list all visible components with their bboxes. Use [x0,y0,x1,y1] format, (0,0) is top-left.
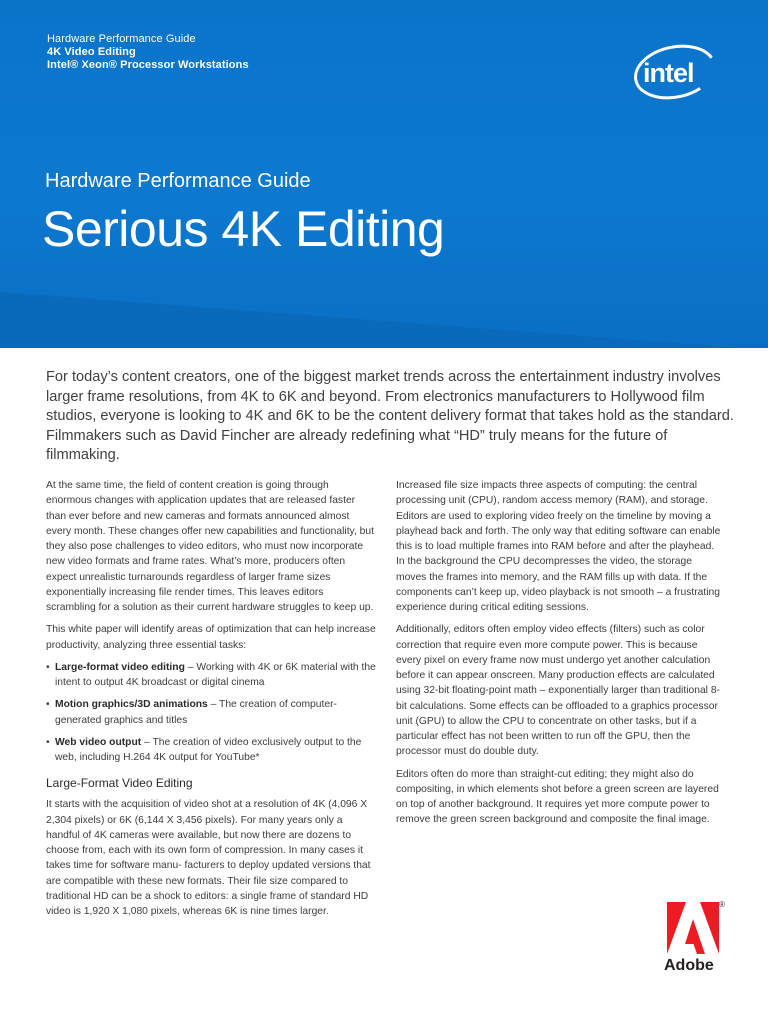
section-heading: Large-Format Video Editing [46,776,193,791]
adobe-logo [664,900,726,978]
header-guide-label: Hardware Performance Guide [47,33,196,45]
right-paragraph-2: Additionally, editors often employ video effects (filters) such as color correction that require even more compute power. This is because every pixel on every frame now must undergo yet another calculation before it can appear onscreen. Many production effects are calculated using 32-bit floating-point math – exponentially larger than traditional 8-bit calculations. Some effects can be offloaded to a graphics processor unit (GPU) to allow the CPU to concentrate on other tasks, but if a particular effect has not been written to run off the GPU, then the processor must do double duty. [396,624,720,758]
right-paragraph-1: Increased file size impacts three aspects of computing: the central processing unit (CPU), random access memory (RAM), and storage. Editors are used to exploring video freely on the timeline by moving a playhead back and forth. The only way that editing software can enable this is to load multiple frames into RAM before and after the playhead. In the background the CPU decompresses the video, the storage moves the frames into memory, and the RAM fills up with data. If the components can’t keep up, video playback is not smooth – a frustrating experience during critical editing sessions. [396,480,721,613]
bullet-glyph: • [46,736,50,748]
list-item-text: – The creation of video exclusively output to the web, including H.264 4K output for YouTube* [55,736,362,763]
left-paragraph-1: At the same time, the field of content creation is going through enormous changes with application updates that are released faster than ever before and new cameras and formats announced almost every month. These changes offer new capabilities and functionality, but they also pose challenges to video editors, who must now incorporate new video formats and frame rates. What’s more, producers often expect unrealistic turnarounds regardless of larger frame sizes exponentially increasing file render times. This leaves editors scrambling for a solution as their current hardware struggles to keep up. [46,480,374,613]
list-item-text: – Working with 4K or 6K material with the intent to output 4K broadcast or digital cinema [55,661,376,688]
list-item-text: – The creation of computer-generated graphics and titles [55,699,337,726]
right-column [396,478,722,835]
bullet-glyph: • [46,661,50,673]
list-item-term: Large-format video editing [55,661,185,673]
adobe-registered-mark: ® [719,900,725,909]
adobe-mark-right [700,902,719,954]
intel-logo [632,42,718,100]
list-item [46,735,376,766]
adobe-mark-icon [667,902,719,954]
list-item-term: Motion graphics/3D animations [55,699,208,711]
left-paragraph-3: It starts with the acquisition of video shot at a resolution of 4K (4,096 X 2,304 pixels) or 6K (6,144 X 3,456 pixels). For many years only a handful of 4K cameras were available, but now there are dozens to choose from, each with its own form of compression. In many cases it takes time for software manu- facturers to deploy updated versions that are compatible with these new formats. Their file size compared to traditional HD can be a shock to editors: a single frame of standard HD video is 1,920 X 1,080 pixels, whereas 6K is nine times larger. [46,799,371,917]
right-paragraph-3: Editors often do more than straight-cut editing; they might also do compositing, in which elements shot before a green screen are layered on top of another background. It requires yet more compute power to remove the green screen background and composite the final image. [396,768,719,826]
document-header [47,33,249,72]
page-title: Serious 4K Editing [42,201,445,257]
list-item [46,697,376,728]
left-column [46,478,376,926]
bullet-glyph: • [46,699,50,711]
list-item-term: Web video output [55,736,142,748]
adobe-wordmark: Adobe [664,957,714,974]
header-platform-label: Intel® Xeon® Processor Workstations [47,59,249,71]
banner-fold-shape [0,280,768,348]
header-banner [0,0,768,348]
adobe-mark-center [685,919,705,954]
tasks-list [46,660,376,766]
intro-paragraph: For today’s content creators, one of the biggest market trends across the entertainment industry involves larger frame resolutions, from 4K to 6K and beyond. From electronics manufacturers to Hollywood film studios, everyone is looking to 4K and 6K to be the content delivery format that takes hold as the standard. Filmmakers such as David Fincher are already redefining what “HD” truly means for the future of filmmaking. [46,369,734,463]
intel-logo-text: intel [643,58,694,88]
adobe-mark-left [667,902,686,954]
banner-fold-polygon [0,292,768,348]
left-paragraph-2: This white paper will identify areas of optimization that can help increase productivity, analyzing three essential tasks: [46,624,376,651]
header-topic-label: 4K Video Editing [47,46,136,58]
list-item [46,660,376,691]
banner-subtitle: Hardware Performance Guide [45,170,311,192]
